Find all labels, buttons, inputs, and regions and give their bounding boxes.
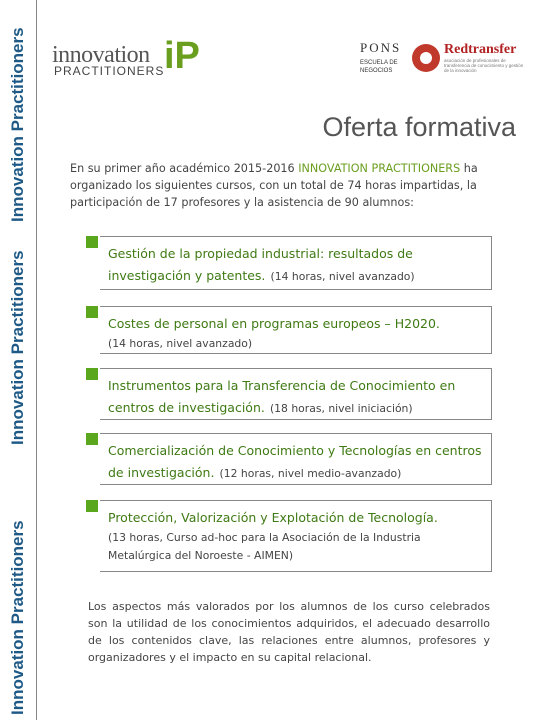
course-title: Protección, Valorización y Explotación de Tecnología.: [108, 510, 438, 525]
bullet-square-icon: [86, 306, 98, 318]
intro-text: En su primer año académico 2015-2016: [70, 162, 299, 175]
redtransfer-emblem-icon: [412, 44, 440, 72]
course-detail: (18 horas, nivel iniciación): [269, 402, 413, 415]
side-banner-text: Innovation Practitioners: [8, 520, 27, 715]
intro-paragraph: [70, 160, 510, 211]
logo-mark: iP: [164, 35, 200, 77]
course-box: [100, 500, 492, 572]
logo-word2: PRACTITIONERS: [54, 64, 165, 78]
intro-highlight: INNOVATION PRACTITIONERS: [298, 162, 461, 175]
course-box: [100, 433, 492, 485]
redtransfer-name: Redtransfer: [444, 42, 517, 57]
redtransfer-logo: [412, 42, 522, 80]
pons-name: PONS: [360, 40, 402, 55]
course-box: [100, 306, 492, 354]
course-title: Gestión de la propiedad industrial: resultados de investigación y patentes.: [108, 246, 413, 283]
course-title: Instrumentos para la Transferencia de Conocimiento en centros de investigación.: [108, 378, 456, 415]
course-title: Costes de personal en programas europeos – H2020.: [108, 316, 440, 331]
innovation-practitioners-logo: [52, 36, 202, 82]
bullet-square-icon: [86, 236, 98, 248]
intro-text: ha organizado los siguientes cursos, con un total de 74 horas impartidas, la participación de 17 profesores y la asistencia de 90 alumnos:: [70, 162, 478, 209]
bullet-square-icon: [86, 500, 98, 512]
bullet-square-icon: [86, 433, 98, 445]
pons-sub: ESCUELA DE NEGOCIOS: [360, 60, 398, 74]
bullet-square-icon: [86, 368, 98, 380]
pons-logo: [360, 40, 408, 80]
course-title: Comercialización de Conocimiento y Tecnologías en centros de investigación.: [108, 443, 482, 480]
course-box: [100, 368, 492, 420]
redtransfer-sub: asociación de profesionales de transferencia de conocimiento y gestión de la innovación: [444, 58, 524, 73]
course-detail: (14 horas, nivel avanzado): [270, 270, 415, 283]
side-banner-text: Innovation Practitioners: [8, 250, 27, 445]
closing-paragraph: Los aspectos más valorados por los alumnos de los curso celebrados son la utilidad de los conocimientos adquiridos, el adecuado desarrollo de los contenidos clave, las relaciones entre alumnos, profesores y organizadores y el impacto en su capital relacional.: [88, 600, 490, 664]
logo-word: innovation: [52, 42, 150, 68]
course-box: [100, 236, 492, 290]
side-banner-text: Innovation Practitioners: [8, 27, 27, 222]
course-detail: (14 horas, nivel avanzado): [108, 337, 253, 350]
page-title: Oferta formativa: [322, 112, 516, 142]
course-detail: (13 horas, Curso ad-hoc para la Asociación de la Industria Metalúrgica del Noroeste - AIMEN): [108, 531, 421, 562]
course-detail: (12 horas, nivel medio-avanzado): [219, 467, 402, 480]
side-banner: [0, 0, 37, 720]
